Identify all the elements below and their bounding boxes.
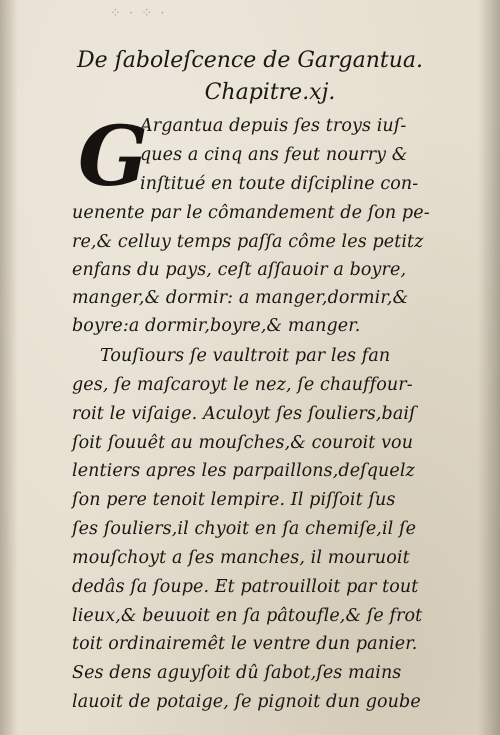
text-line: uenente par le cômandement de ſon pe- [72,203,430,223]
text-line: lentiers apres les parpaillons,deſquelz [72,461,415,481]
text-line: toit ordinairemêt le ventre dun panier. [72,634,418,654]
chapter-number: Chapitre.xj. [204,80,336,105]
text-line: ges, ſe maſcaroyt le nez, ſe chauffour- [72,375,413,395]
text-line: boyre:a dormir,boyre,& manger. [72,316,361,336]
text-line: mouſchoyt a ſes manches, il mouruoit [72,548,410,568]
text-line: Argantua depuis ſes troys iuſ- [140,116,407,136]
text-line: enfans du pays, ceſt aſſauoir a boyre, [72,260,407,280]
text-line: manger,& dormir: a manger,dormir,& [72,288,409,308]
text-line: ſon pere tenoit lempire. Il piſſoit ſus [72,490,396,510]
text-line: inſtitué en toute diſcipline con- [140,174,419,194]
drop-cap: G [78,109,149,205]
text-line: lauoit de potaige, ſe pignoit dun goube [72,692,421,712]
text-line: ſes ſouliers,il chyoit en ſa chemiſe,il ſe [72,519,417,539]
text-line: ques a cinq ans feut nourry & [140,145,408,165]
text-line: roit le viſaige. Aculoyt ſes ſouliers,baiſ [72,404,416,424]
text-line: Ses dens aguyſoit dû ſabot,ſes mains [72,663,402,683]
text-line: Touſiours ſe vaultroit par les fan [100,346,391,366]
text-line: ſoit ſouuêt au mouſches,& couroit vou [72,433,414,453]
chapter-title: De ſaboleſcence de Gargantua. [76,48,424,73]
bleed-through-marks: ⁘ · ⁘ · [110,6,167,21]
text-line: lieux,& beuuoit en ſa pâtoufle,& ſe frot [72,606,423,626]
text-line: dedâs ſa ſoupe. Et patrouilloit par tout [72,577,419,597]
text-line: re,& celluy temps paſſa côme les petitz [72,232,424,252]
